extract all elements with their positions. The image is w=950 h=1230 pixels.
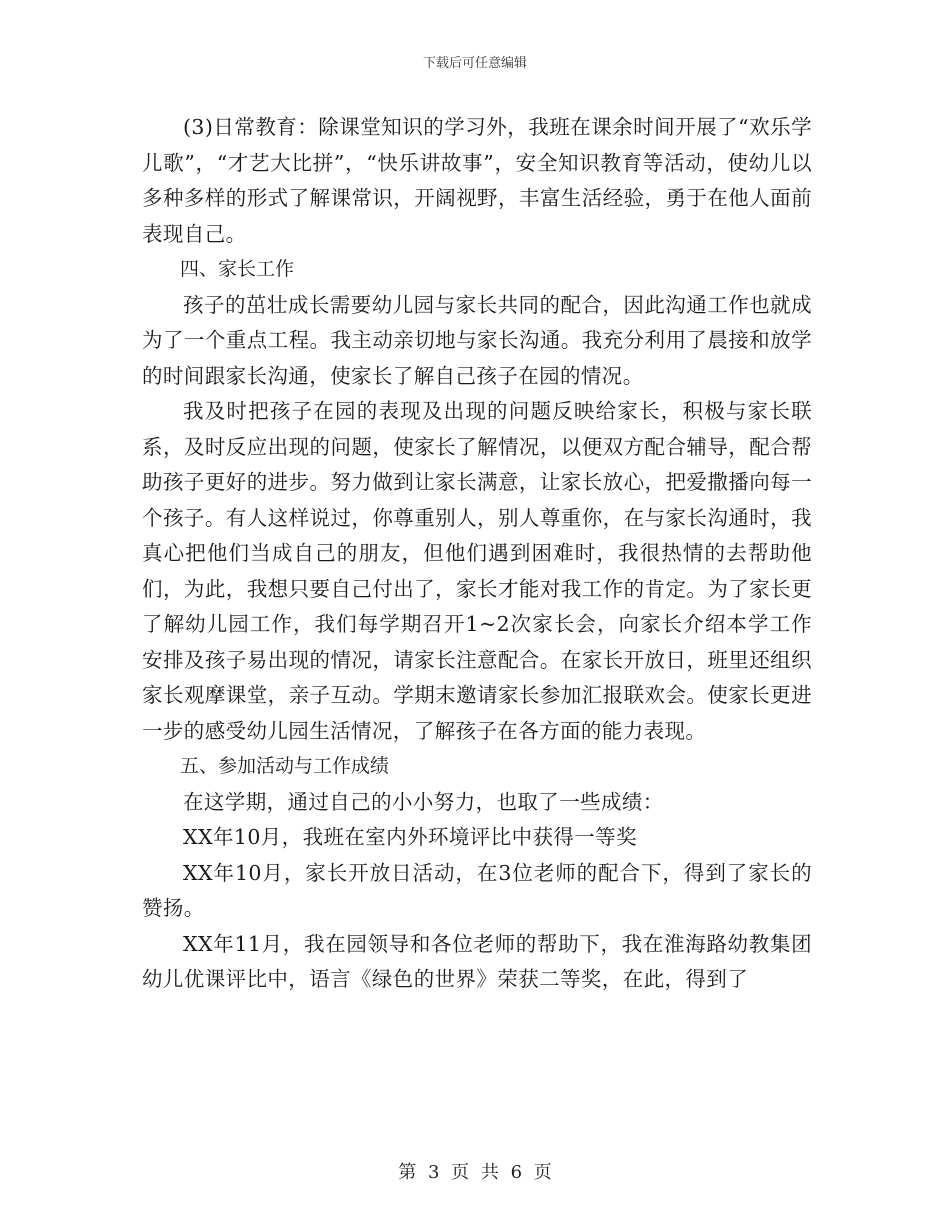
section-heading-parent-work: 四、家长工作 <box>180 258 295 280</box>
section-heading-activities-achievements: 五、参加活动与工作成绩 <box>180 755 390 777</box>
paragraph-achievements-intro: 在这学期，通过自己的小小努力，也取了一些成绩： <box>183 789 664 814</box>
paragraph-parent-communication: 孩子的茁壮成长需要幼儿园与家长共同的配合，因此沟通工作也就成为了一个重点工程。我主动亲切地与家长沟通。我充分利用了晨接和放学的时间跟家长沟通，使家长了解自己孩子在园的情况。 <box>142 292 812 388</box>
page-header-note: 下载后可任意编辑 <box>422 56 527 71</box>
page-number-footer: 第 3 页 共 6 页 <box>398 1162 552 1183</box>
paragraph-achievement-2: XX年10月，家长开放日活动，在3位老师的配合下，得到了家长的赞扬。 <box>142 860 812 920</box>
paragraph-parent-feedback: 我及时把孩子在园的表现及出现的问题反映给家长，积极与家长联系，及时反应出现的问题，使家长了解情况，以便双方配合辅导，配合帮助孩子更好的进步。努力做到让家长满意，让家长放心，把爱撒播向每一个孩子。有人这样说过，你尊重别人，别人尊重你，在与家长沟通时，我真心把他们当成自己的朋友，但他们遇到困难时，我很热情的去帮助他们，为此，我想只要自己付出了，家长才能对我工作的肯定。为了家长更了解幼儿园工作，我们每学期召开1~2次家长会，向家长介绍本学工作安排及孩子易出现的情况，请家长注意配合。在家长开放日，班里还组织家长观摩课堂，亲子互动。学期末邀请家长参加汇报联欢会。使家长更进一步的感受幼儿园生活情况，了解孩子在各方面的能力表现。 <box>142 399 812 743</box>
paragraph-daily-education: (3)日常教育：除课堂知识的学习外，我班在课余时间开展了“欢乐学儿歌”，“才艺大比拼”，“快乐讲故事”，安全知识教育等活动，使幼儿以多种多样的形式了解课常识，开阔视野，丰富生活经验，勇于在他人面前表现自己。 <box>142 115 812 246</box>
document-body <box>142 110 812 998</box>
paragraph-achievement-1: XX年10月，我班在室内外环境评比中获得一等奖 <box>183 825 637 849</box>
paragraph-achievement-3: XX年11月，我在园领导和各位老师的帮助下，我在淮海路幼教集团幼儿优课评比中，语言《绿色的世界》荣获二等奖，在此，得到了 <box>142 931 812 991</box>
